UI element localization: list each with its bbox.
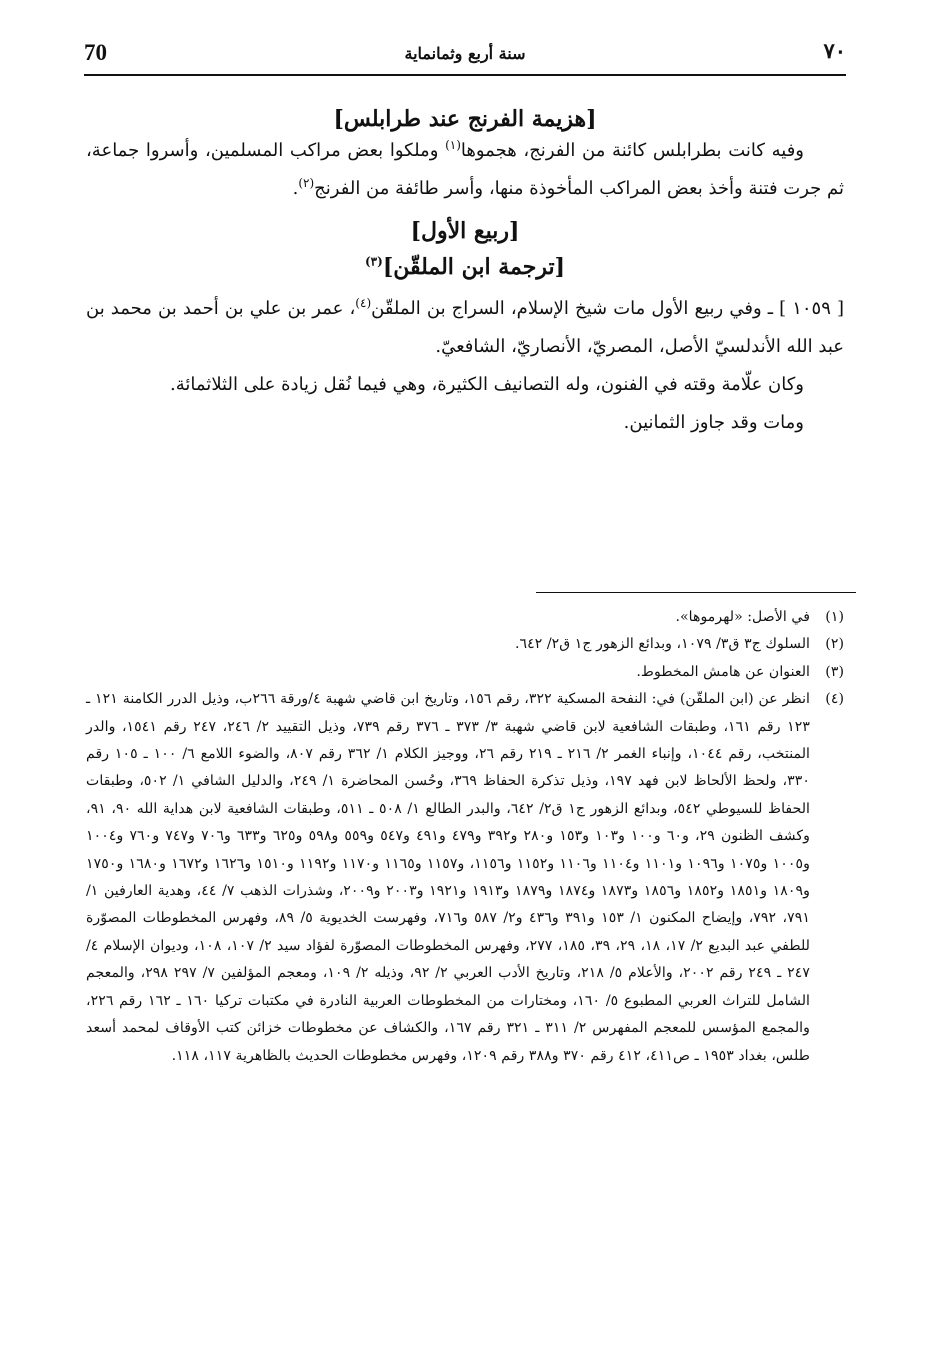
- main-text: [86, 100, 844, 442]
- footnote-ref-3[interactable]: (٣): [364, 254, 383, 269]
- footnote-4: [86, 686, 844, 1070]
- footnotes: [86, 604, 844, 1070]
- biography-entry-part1: [ ١٠٥٩ ] ـ وفي ربيع الأول مات شيخ الإسلام، السراج بن الملقّن: [371, 298, 845, 319]
- paragraph-tripoli-part1: وفيه كانت بطرابلس كائنة من الفرنج، هجموها: [460, 140, 804, 161]
- footnote-text: السلوك ج٣ ق٣/ ١٠٧٩، وبدائع الزهور ج١ ق٢/ ٦٤٢.: [514, 636, 810, 653]
- footnote-text: في الأصل: «لهرموها».: [675, 609, 810, 625]
- footnote-text: العنوان عن هامش المخطوط.: [636, 663, 810, 680]
- footnote-number: (٢): [825, 636, 844, 653]
- biography-entry-part2: ، عمر بن علي بن أحمد بن محمد بن عبد الله الأندلسيّ الأصل، المصريّ، الأنصاريّ، الشافعيّ.: [86, 298, 844, 357]
- footnote-divider: [536, 592, 856, 593]
- paragraph-works: وكان علّامة وقته في الفنون، وله التصانيف الكثيرة، وهي فيما نُقل زيادة على الثلاثمائة.: [170, 374, 804, 395]
- footnote-ref-4[interactable]: (٤): [355, 296, 372, 310]
- footnote-ref-1[interactable]: (١): [445, 138, 461, 152]
- footnote-number: (٤): [825, 691, 844, 708]
- section-heading-rabi-al-awwal: [ربيع الأول]: [410, 218, 520, 244]
- footnote-3: [86, 659, 844, 686]
- page-header: [84, 38, 846, 76]
- footnote-number: (١): [825, 609, 844, 625]
- paragraph-tripoli-part2: وملكوا بعض مراكب المسلمين، وأسروا جماعة، ثم جرت فتنة وأخذ بعض المراكب المأخوذة منها، وأسر طائفة من الفرنج: [86, 140, 844, 199]
- paragraph-death: ومات وقد جاوز الثمانين.: [623, 412, 804, 433]
- paragraph-biography-entry: [86, 290, 844, 366]
- footnote-1: [86, 604, 844, 631]
- heading-ibn-al-mulaqqin-text: [ترجمة ابن الملقّن]: [382, 254, 565, 280]
- page-number-latin: 70: [84, 40, 107, 65]
- paragraph-tripoli-end: .: [292, 178, 299, 199]
- running-title: سنة أربع وثمانماية: [404, 44, 526, 63]
- footnote-2: [86, 631, 844, 658]
- page-number-arabic: ٧٠: [823, 38, 846, 63]
- paragraph-tripoli: [86, 132, 844, 208]
- footnote-ref-2[interactable]: (٢): [298, 176, 315, 190]
- section-heading-ibn-al-mulaqqin: [86, 254, 844, 280]
- section-heading-tripoli: [هزيمة الفرنج عند طرابلس]: [333, 106, 597, 132]
- footnote-text: انظر عن (ابن الملقّن) في: النفحة المسكية ٣٢٢، رقم ١٥٦، وتاريخ ابن قاضي شهبة ٤/ورقة ٢٦٦ب، وذيل الدرر الكامنة ١٢١ ـ ١٢٣ رقم ١٦١، وطبقات الشافعية لابن قاضي شهبة ٣/ ٣٧٣ ـ ٣٧٦ رقم ٧٣٩، وذيل التقييد ٢/ ٢٤٦، ٢٤٧ رقم ١٥٤١، والدر المنتخب، رقم ١٠٤٤، وإنباء الغمر ٢/ ٢١٦ ـ ٢١٩ رقم ٢٦، ووجيز الكلام ١/ ٣٦٢ رقم ٨٠٧، والضوء اللامع ٦/ ١٠٠ ـ ١٠٥ رقم ٣٣٠، ولحظ الألحاظ لابن فهد ١٩٧، وذيل تذكرة الحفاظ ٣٦٩، وحُسن المحاضرة ١/ ٢٤٩، والدليل الشافي ١/ ٥٠٢، وطبقات الحفاظ للسيوطي ٥٤٢، وبدائع الزهور ج١ ق٢/ ٦٤٢، والبدر الطالع ١/ ٥٠٨ ـ ٥١١، وطبقات الشافعية لابن هداية الله ٩٠، ٩١، وكشف الظنون ٢٩، و٦٠ و١٠٠ و١٠٣ و١٥٣ و٢٨٠ و٣٩٢ و٤٧٩ و٤٩١ و٥٤٧ و٥٥٩ و٥٩٨ و٦٢٥ و٦٣٣ و٧٠٦ و٧٤٧ و٧٦٠ و١٠٠٤ و١٠٠٥ و١٠٧٥ و١٠٩٦ و١١٠١ و١١٠٤ و١١٠٦ و١١٥٢ و١١٥٦، و١١٥٧ و١١٦٥ و١١٧٠ و١١٩٢ و١٥١٠ و١٦٢٦ و١٦٧٢ و١٦٨٠ و١٧٥٠ و١٨٠٩ و١٨٥١ و١٨٥٢ و١٨٥٦ و١٨٧٣ و١٨٧٤ و١٨٧٩ و١٩١٣ و١٩٢١ و٢٠٠٣ و٢٠٠٩، وشذرات الذهب ٧/ ٤٤، وهدية العارفين ١/ ٧٩١، ٧٩٢، وإيضاح المكنون ١/ ١٥٣ و٣٩١ و٤٣٦ و٢/ ٥٨٧ و٧١٦، وفهرست الخديوية ٥/ ٨٩، وفهرس المخطوطات المصوّرة للطفي عبد البديع ٢/ ١٧، ١٨، ٢٩، ٣٩، ١٨٥، ٢٧٧، وفهرس المخطوطات المصوّرة لفؤاد سيد ٢/ ١٠٧، ١٠٨، وديوان الإسلام ٤/ ٢٤٧ ـ ٢٤٩ رقم ٢٠٠٢، والأعلام ٥/ ٢١٨، وتاريخ الأدب العربي ٢/ ٩٢، وذيله ٢/ ١٠٩، ومعجم المؤلفين ٧/ ٢٩٧ ٢٩٨، والمعجم الشامل للتراث العربي المطبوع ٥/ ١٦٠، ومختارات من المخطوطات العربية النادرة في مكتبات تركيا ١٦٠ ـ ١٦٢ رقم ٢٢٦، والمجمع المؤسس للمعجم المفهرس ٢/ ٣١١ ـ ٣٢١ رقم ١٦٧، والكشاف عن مخطوطات خزائن كتب الأوقاف لمحمد أسعد طلس، بغداد ١٩٥٣ ـ ص٤١١، ٤١٢ رقم ٣٧٠ و٣٨٨ رقم ١٢٠٩، وفهرس مخطوطات الحديث بالظاهرية ١١٧، ١١٨.: [86, 691, 811, 1064]
- footnote-number: (٣): [825, 663, 844, 680]
